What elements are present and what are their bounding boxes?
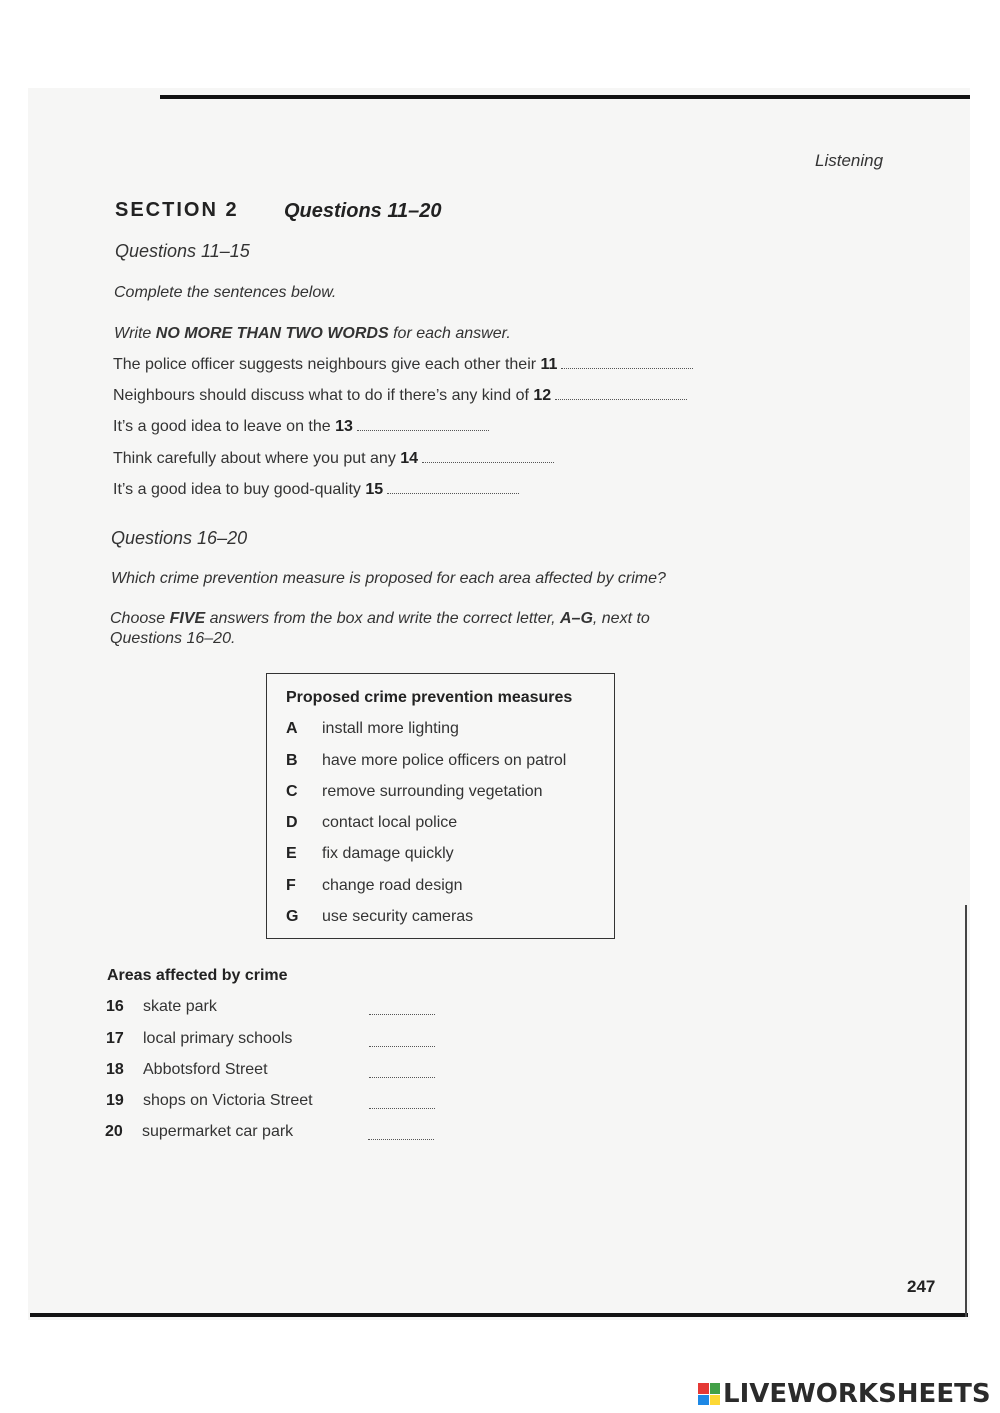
measures-box — [266, 673, 615, 939]
answer-blank[interactable] — [357, 418, 489, 431]
option-e — [286, 845, 454, 863]
question-number: 12 — [533, 387, 552, 404]
sentence-text: Think carefully about where you put any — [113, 450, 396, 467]
question-number: 18 — [106, 1061, 124, 1078]
question-number: 13 — [335, 418, 353, 435]
option-letter: A — [286, 720, 298, 737]
option-text: contact local police — [322, 814, 458, 831]
option-a — [286, 720, 459, 738]
option-letter: G — [286, 908, 299, 925]
question-number: 15 — [365, 481, 384, 498]
measures-box-title: Proposed crime prevention measures — [286, 689, 573, 706]
section-questions: Questions 11–20 — [284, 200, 442, 222]
area-text: local primary schools — [143, 1030, 293, 1047]
answer-blank-18[interactable] — [369, 1067, 435, 1078]
option-letter: D — [286, 814, 298, 831]
liveworksheets-brand[interactable] — [698, 1379, 991, 1409]
option-letter: F — [286, 877, 296, 894]
part2-instruction-line2: Questions 16–20. — [110, 630, 236, 647]
question-number: 16 — [106, 998, 124, 1015]
part1-heading: Questions 11–15 — [115, 241, 250, 261]
area-text: Abbotsford Street — [143, 1061, 268, 1078]
area-18 — [106, 1061, 268, 1079]
option-g — [286, 908, 473, 926]
part2-instruction — [110, 610, 650, 628]
sentence-text: It’s a good idea to leave on the — [113, 418, 331, 435]
part2-question: Which crime prevention measure is proposed for each area affected by crime? — [111, 570, 666, 587]
part2-heading: Questions 16–20 — [111, 528, 248, 548]
part1-word-limit — [114, 325, 511, 343]
page-number: 247 — [907, 1277, 936, 1296]
sentence-14 — [113, 450, 554, 468]
areas-title: Areas affected by crime — [107, 967, 288, 984]
option-f — [286, 877, 463, 895]
header-label: Listening — [815, 151, 884, 170]
area-16 — [106, 998, 217, 1016]
answer-blank[interactable] — [555, 387, 687, 400]
word-limit-post: for each answer. — [388, 325, 511, 342]
answer-blank-16[interactable] — [369, 1004, 435, 1015]
bottom-rule — [30, 1313, 968, 1317]
answer-blank-20[interactable] — [368, 1129, 434, 1140]
part1-instruction: Complete the sentences below. — [114, 284, 337, 301]
word-limit-bold: NO MORE THAN TWO WORDS — [155, 325, 389, 342]
question-number: 19 — [106, 1092, 124, 1109]
section-title: SECTION 2 — [115, 199, 239, 221]
sentence-text: Neighbours should discuss what to do if there’s any kind of — [113, 387, 529, 404]
right-rule — [965, 905, 967, 1317]
area-20 — [105, 1123, 293, 1141]
area-text: skate park — [143, 998, 217, 1015]
option-c — [286, 783, 543, 801]
option-text: use security cameras — [322, 908, 474, 925]
liveworksheets-logo-icon — [698, 1383, 720, 1405]
brand-text: LIVEWORKSHEETS — [723, 1379, 991, 1409]
option-letter: C — [286, 783, 298, 800]
sentence-15 — [113, 481, 519, 499]
word-limit-pre: Write — [114, 325, 156, 342]
answer-blank[interactable] — [561, 356, 693, 369]
option-letter: B — [286, 752, 298, 769]
sentence-text: The police officer suggests neighbours give each other their — [113, 356, 537, 373]
answer-blank[interactable] — [387, 481, 519, 494]
area-text: supermarket car park — [142, 1123, 294, 1140]
choose-count: FIVE — [169, 610, 206, 627]
question-number: 17 — [106, 1030, 124, 1047]
question-number: 11 — [540, 356, 558, 373]
choose-mid: answers from the box and write the correct letter, — [205, 610, 560, 627]
option-b — [286, 752, 566, 770]
choose-range: A–G — [559, 610, 593, 627]
option-text: change road design — [322, 877, 463, 894]
sentence-11 — [113, 356, 693, 374]
option-text: have more police officers on patrol — [322, 752, 567, 769]
choose-post: , next to — [592, 610, 650, 627]
option-text: fix damage quickly — [322, 845, 454, 862]
answer-blank-17[interactable] — [369, 1036, 435, 1047]
option-letter: E — [286, 845, 297, 862]
option-text: install more lighting — [322, 720, 459, 737]
sentence-text: It’s a good idea to buy good-quality — [113, 481, 361, 498]
choose-pre: Choose — [110, 610, 170, 627]
answer-blank[interactable] — [422, 450, 554, 463]
option-text: remove surrounding vegetation — [322, 783, 543, 800]
sentence-12 — [113, 387, 687, 405]
top-rule — [160, 95, 970, 99]
sentence-13 — [113, 418, 489, 436]
question-number: 20 — [105, 1123, 123, 1140]
option-d — [286, 814, 457, 832]
question-number: 14 — [400, 450, 419, 467]
area-17 — [106, 1030, 292, 1048]
area-text: shops on Victoria Street — [143, 1092, 313, 1109]
answer-blank-19[interactable] — [369, 1098, 435, 1109]
area-19 — [106, 1092, 313, 1110]
